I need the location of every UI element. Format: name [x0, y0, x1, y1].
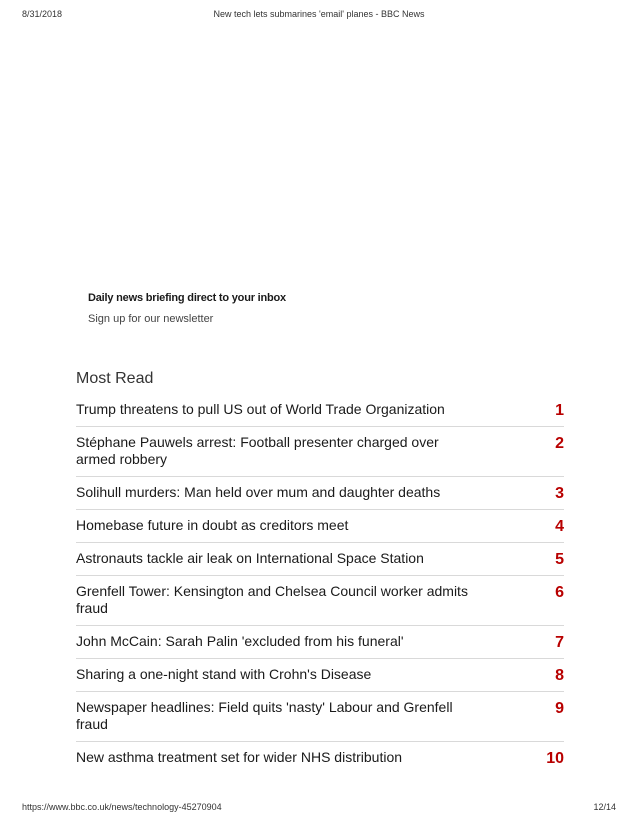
most-read-item[interactable]: [76, 692, 564, 742]
print-url: https://www.bbc.co.uk/news/technology-45270904: [22, 802, 222, 812]
most-read-headline[interactable]: Trump threatens to pull US out of World Trade Organization: [76, 401, 445, 417]
most-read-rank: 3: [555, 485, 564, 502]
most-read-headline[interactable]: Grenfell Tower: Kensington and Chelsea Council worker admits fraud: [76, 583, 468, 616]
most-read-rank: 9: [555, 700, 564, 717]
most-read-rank: 5: [555, 551, 564, 568]
most-read-rank: 1: [555, 402, 564, 419]
most-read-rank: 8: [555, 667, 564, 684]
most-read-title: Most Read: [76, 370, 154, 387]
most-read-item[interactable]: [76, 477, 564, 510]
print-date: 8/31/2018: [22, 9, 63, 19]
most-read-headline[interactable]: Sharing a one-night stand with Crohn's Disease: [76, 666, 372, 682]
most-read-item[interactable]: [76, 394, 564, 427]
most-read-rank: 6: [555, 584, 564, 601]
most-read-item[interactable]: [76, 427, 564, 477]
most-read-item[interactable]: [76, 742, 564, 774]
most-read-headline[interactable]: Stéphane Pauwels arrest: Football presenter charged over armed robbery: [76, 434, 439, 467]
most-read-item[interactable]: [76, 626, 564, 659]
most-read-item[interactable]: [76, 510, 564, 543]
most-read-headline[interactable]: Astronauts tackle air leak on International Space Station: [76, 550, 424, 566]
most-read-rank: 10: [546, 750, 564, 767]
most-read-headline[interactable]: Solihull murders: Man held over mum and daughter deaths: [76, 484, 441, 500]
most-read-item[interactable]: [76, 576, 564, 626]
most-read-rank: 2: [555, 435, 564, 452]
most-read-rank: 7: [555, 634, 564, 651]
most-read-section: [76, 370, 564, 774]
newsletter-heading: Daily news briefing direct to your inbox: [88, 292, 286, 304]
most-read-item[interactable]: [76, 659, 564, 692]
print-page-number: 12/14: [593, 802, 616, 812]
most-read-item[interactable]: [76, 543, 564, 576]
most-read-headline[interactable]: Newspaper headlines: Field quits 'nasty' Labour and Grenfell fraud: [76, 699, 453, 732]
print-page-title: New tech lets submarines 'email' planes - BBC News: [213, 9, 425, 19]
most-read-headline[interactable]: John McCain: Sarah Palin 'excluded from his funeral': [76, 633, 404, 649]
most-read-rank: 4: [555, 518, 564, 535]
most-read-headline[interactable]: Homebase future in doubt as creditors meet: [76, 517, 349, 533]
newsletter-signup-link[interactable]: Sign up for our newsletter: [88, 313, 214, 325]
most-read-headline[interactable]: New asthma treatment set for wider NHS distribution: [76, 749, 403, 765]
newsletter-promo: [88, 292, 286, 325]
most-read-list: [76, 394, 564, 774]
